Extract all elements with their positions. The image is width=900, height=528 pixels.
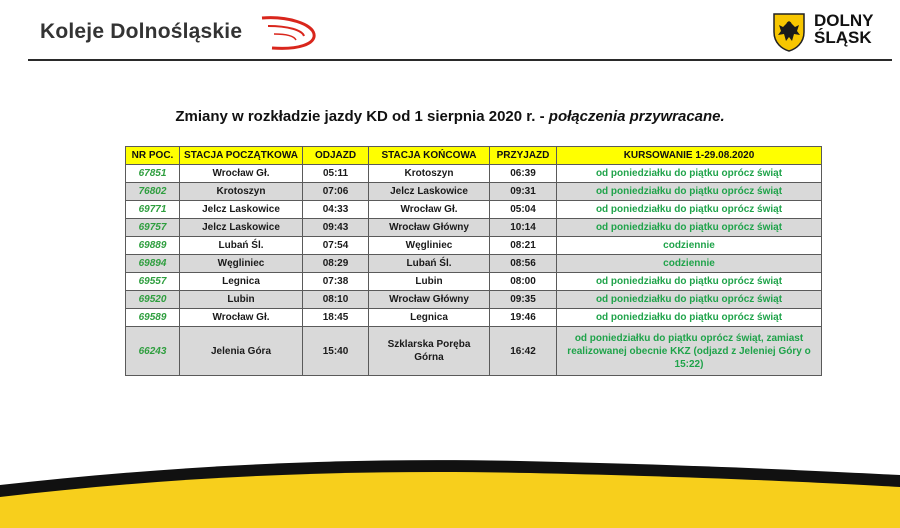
departure-time: 15:40 [303, 327, 369, 376]
header-train-number: NR POC. [126, 147, 180, 165]
departure-time: 05:11 [303, 165, 369, 183]
header-departure: ODJAZD [303, 147, 369, 165]
schedule-days: od poniedziałku do piątku oprócz świąt [557, 309, 822, 327]
schedule-days: od poniedziałku do piątku oprócz świąt [557, 273, 822, 291]
header-divider [28, 59, 892, 61]
arrival-time: 16:42 [490, 327, 557, 376]
table-row [126, 273, 822, 291]
brand-name: Koleje Dolnośląskie [40, 20, 243, 43]
footer-wave-decoration [0, 455, 900, 528]
end-station: Wrocław Główny [369, 219, 490, 237]
schedule-days: od poniedziałku do piątku oprócz świąt [557, 165, 822, 183]
start-station: Krotoszyn [180, 183, 303, 201]
dolny-slask-crest-icon [772, 12, 806, 52]
departure-time: 07:54 [303, 237, 369, 255]
schedule-days: od poniedziałku do piątku oprócz świąt [557, 201, 822, 219]
train-number: 69889 [126, 237, 180, 255]
departure-time: 09:43 [303, 219, 369, 237]
table-row [126, 255, 822, 273]
train-number: 69771 [126, 201, 180, 219]
train-number: 69757 [126, 219, 180, 237]
start-station: Lubin [180, 291, 303, 309]
region-logo-text [814, 12, 874, 46]
train-number: 69589 [126, 309, 180, 327]
departure-time: 08:10 [303, 291, 369, 309]
region-line-2: ŚLĄSK [814, 28, 872, 47]
header-start-station: STACJA POCZĄTKOWA [180, 147, 303, 165]
train-number: 76802 [126, 183, 180, 201]
table-row [126, 327, 822, 376]
arrival-time: 10:14 [490, 219, 557, 237]
arrival-time: 09:35 [490, 291, 557, 309]
end-station: Krotoszyn [369, 165, 490, 183]
start-station: Węgliniec [180, 255, 303, 273]
schedule-days: od poniedziałku do piątku oprócz świąt [557, 291, 822, 309]
schedule-days: od poniedziałku do piątku oprócz świąt, zamiast realizowanej obecnie KKZ (odjazd z Jeleniej Góry o 15:22) [557, 327, 822, 376]
table-row [126, 237, 822, 255]
arrival-time: 08:21 [490, 237, 557, 255]
arrival-time: 06:39 [490, 165, 557, 183]
arrival-time: 19:46 [490, 309, 557, 327]
title-main: Zmiany w rozkładzie jazdy KD od 1 sierpnia 2020 r. - [175, 108, 545, 125]
end-station: Legnica [369, 309, 490, 327]
arrival-time: 05:04 [490, 201, 557, 219]
start-station: Jelcz Laskowice [180, 201, 303, 219]
end-station: Lubin [369, 273, 490, 291]
end-station: Wrocław Gł. [369, 201, 490, 219]
start-station: Jelenia Góra [180, 327, 303, 376]
arrival-time: 09:31 [490, 183, 557, 201]
start-station: Wrocław Gł. [180, 165, 303, 183]
arrival-time: 08:00 [490, 273, 557, 291]
schedule-days: od poniedziałku do piątku oprócz świąt [557, 219, 822, 237]
table-row [126, 201, 822, 219]
table-row [126, 219, 822, 237]
table-row [126, 165, 822, 183]
brand-swoosh-icon [258, 12, 320, 52]
train-number: 69520 [126, 291, 180, 309]
start-station: Legnica [180, 273, 303, 291]
table-header-row [126, 147, 822, 165]
arrival-time: 08:56 [490, 255, 557, 273]
schedule-days: od poniedziałku do piątku oprócz świąt [557, 183, 822, 201]
end-station: Lubań Śl. [369, 255, 490, 273]
start-station: Jelcz Laskowice [180, 219, 303, 237]
schedule-days: codziennie [557, 237, 822, 255]
title-emphasis: połączenia przywracane. [548, 108, 725, 125]
train-number: 69557 [126, 273, 180, 291]
departure-time: 08:29 [303, 255, 369, 273]
departure-time: 07:38 [303, 273, 369, 291]
departure-time: 07:06 [303, 183, 369, 201]
end-station: Węgliniec [369, 237, 490, 255]
table-row [126, 183, 822, 201]
region-line-1: DOLNY [814, 11, 874, 30]
header-end-station: STACJA KOŃCOWA [369, 147, 490, 165]
train-number: 66243 [126, 327, 180, 376]
train-number: 67851 [126, 165, 180, 183]
schedule-days: codziennie [557, 255, 822, 273]
train-number: 69894 [126, 255, 180, 273]
header-arrival: PRZYJAZD [490, 147, 557, 165]
start-station: Wrocław Gł. [180, 309, 303, 327]
end-station: Wrocław Główny [369, 291, 490, 309]
end-station: Szklarska Poręba Górna [369, 327, 490, 376]
start-station: Lubań Śl. [180, 237, 303, 255]
table-row [126, 309, 822, 327]
table-row [126, 291, 822, 309]
departure-time: 18:45 [303, 309, 369, 327]
header-schedule: KURSOWANIE 1-29.08.2020 [557, 147, 822, 165]
page-title [0, 108, 900, 125]
timetable [125, 146, 822, 376]
departure-time: 04:33 [303, 201, 369, 219]
end-station: Jelcz Laskowice [369, 183, 490, 201]
